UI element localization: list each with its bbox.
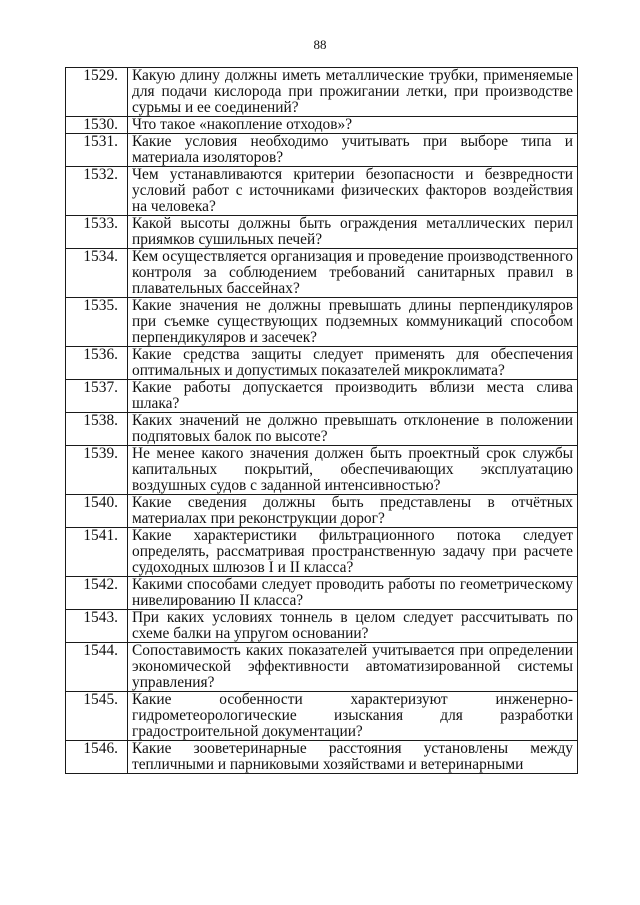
question-text: Какие особенности характеризуют инженерно-гидрометеорологические изыскания для разработки градостроительной документации?	[128, 692, 578, 741]
question-text: Какие зооветеринарные расстояния установлены между тепличными и парниковыми хозяйствами и ветеринарными	[128, 741, 578, 774]
question-number: 1544.	[66, 643, 128, 692]
questions-table	[65, 67, 578, 774]
table-row	[66, 495, 578, 528]
question-text: Какие условия необходимо учитывать при выборе типа и материала изоляторов?	[128, 134, 578, 167]
question-text: Что такое «накопление отходов»?	[128, 117, 578, 134]
table-row	[66, 528, 578, 577]
question-number: 1533.	[66, 216, 128, 249]
question-text: Какой высоты должны быть ограждения металлических перил приямков сушильных печей?	[128, 216, 578, 249]
question-text: Каких значений не должно превышать отклонение в положении подпятовых балок по высоте?	[128, 413, 578, 446]
question-text: При каких условиях тоннель в целом следует рассчитывать по схеме балки на упругом основании?	[128, 610, 578, 643]
table-row	[66, 249, 578, 298]
question-text: Какие средства защиты следует применять для обеспечения оптимальных и допустимых показателей микроклимата?	[128, 347, 578, 380]
question-number: 1536.	[66, 347, 128, 380]
question-text: Какую длину должны иметь металлические трубки, применяемые для подачи кислорода при прожигании летки, при производстве сурьмы и ее соединений?	[128, 68, 578, 117]
table-row	[66, 380, 578, 413]
question-number: 1538.	[66, 413, 128, 446]
question-number: 1539.	[66, 446, 128, 495]
page-number: 88	[313, 37, 327, 52]
question-text: Какими способами следует проводить работы по геометрическому нивелированию II класса?	[128, 577, 578, 610]
table-row	[66, 610, 578, 643]
table-row	[66, 134, 578, 167]
question-number: 1530.	[66, 117, 128, 134]
question-text: Какие значения не должны превышать длины перпендикуляров при съемке существующих подземных коммуникаций способом перпендикуляров и засечек?	[128, 298, 578, 347]
table-row	[66, 216, 578, 249]
table-row	[66, 347, 578, 380]
question-number: 1546.	[66, 741, 128, 774]
question-text: Не менее какого значения должен быть проектный срок службы капитальных покрытий, обеспечивающих эксплуатацию воздушных судов с заданной интенсивностью?	[128, 446, 578, 495]
table-row	[66, 577, 578, 610]
question-number: 1537.	[66, 380, 128, 413]
table-row	[66, 298, 578, 347]
question-text: Какие сведения должны быть представлены в отчётных материалах при реконструкции дорог?	[128, 495, 578, 528]
table-row	[66, 117, 578, 134]
question-number: 1542.	[66, 577, 128, 610]
question-number: 1540.	[66, 495, 128, 528]
questions-table-body	[66, 68, 578, 774]
question-number: 1541.	[66, 528, 128, 577]
table-row	[66, 741, 578, 774]
table-row	[66, 68, 578, 117]
question-number: 1529.	[66, 68, 128, 117]
question-number: 1532.	[66, 167, 128, 216]
table-row	[66, 167, 578, 216]
table-row	[66, 643, 578, 692]
question-text: Какие работы допускается производить вблизи места слива шлака?	[128, 380, 578, 413]
question-number: 1531.	[66, 134, 128, 167]
question-number: 1535.	[66, 298, 128, 347]
question-text: Чем устанавливаются критерии безопасности и безвредности условий работ с источниками физических факторов воздействия на человека?	[128, 167, 578, 216]
table-row	[66, 446, 578, 495]
question-number: 1543.	[66, 610, 128, 643]
question-number: 1534.	[66, 249, 128, 298]
question-text: Какие характеристики фильтрационного потока следует определять, рассматривая пространственную задачу при расчете судоходных шлюзов I и II класса?	[128, 528, 578, 577]
table-row	[66, 692, 578, 741]
question-text: Кем осуществляется организация и проведение производственного контроля за соблюдением требований санитарных правил в плавательных бассейнах?	[128, 249, 578, 298]
question-number: 1545.	[66, 692, 128, 741]
table-row	[66, 413, 578, 446]
question-text: Сопоставимость каких показателей учитывается при определении экономической эффективности автоматизированной системы управления?	[128, 643, 578, 692]
